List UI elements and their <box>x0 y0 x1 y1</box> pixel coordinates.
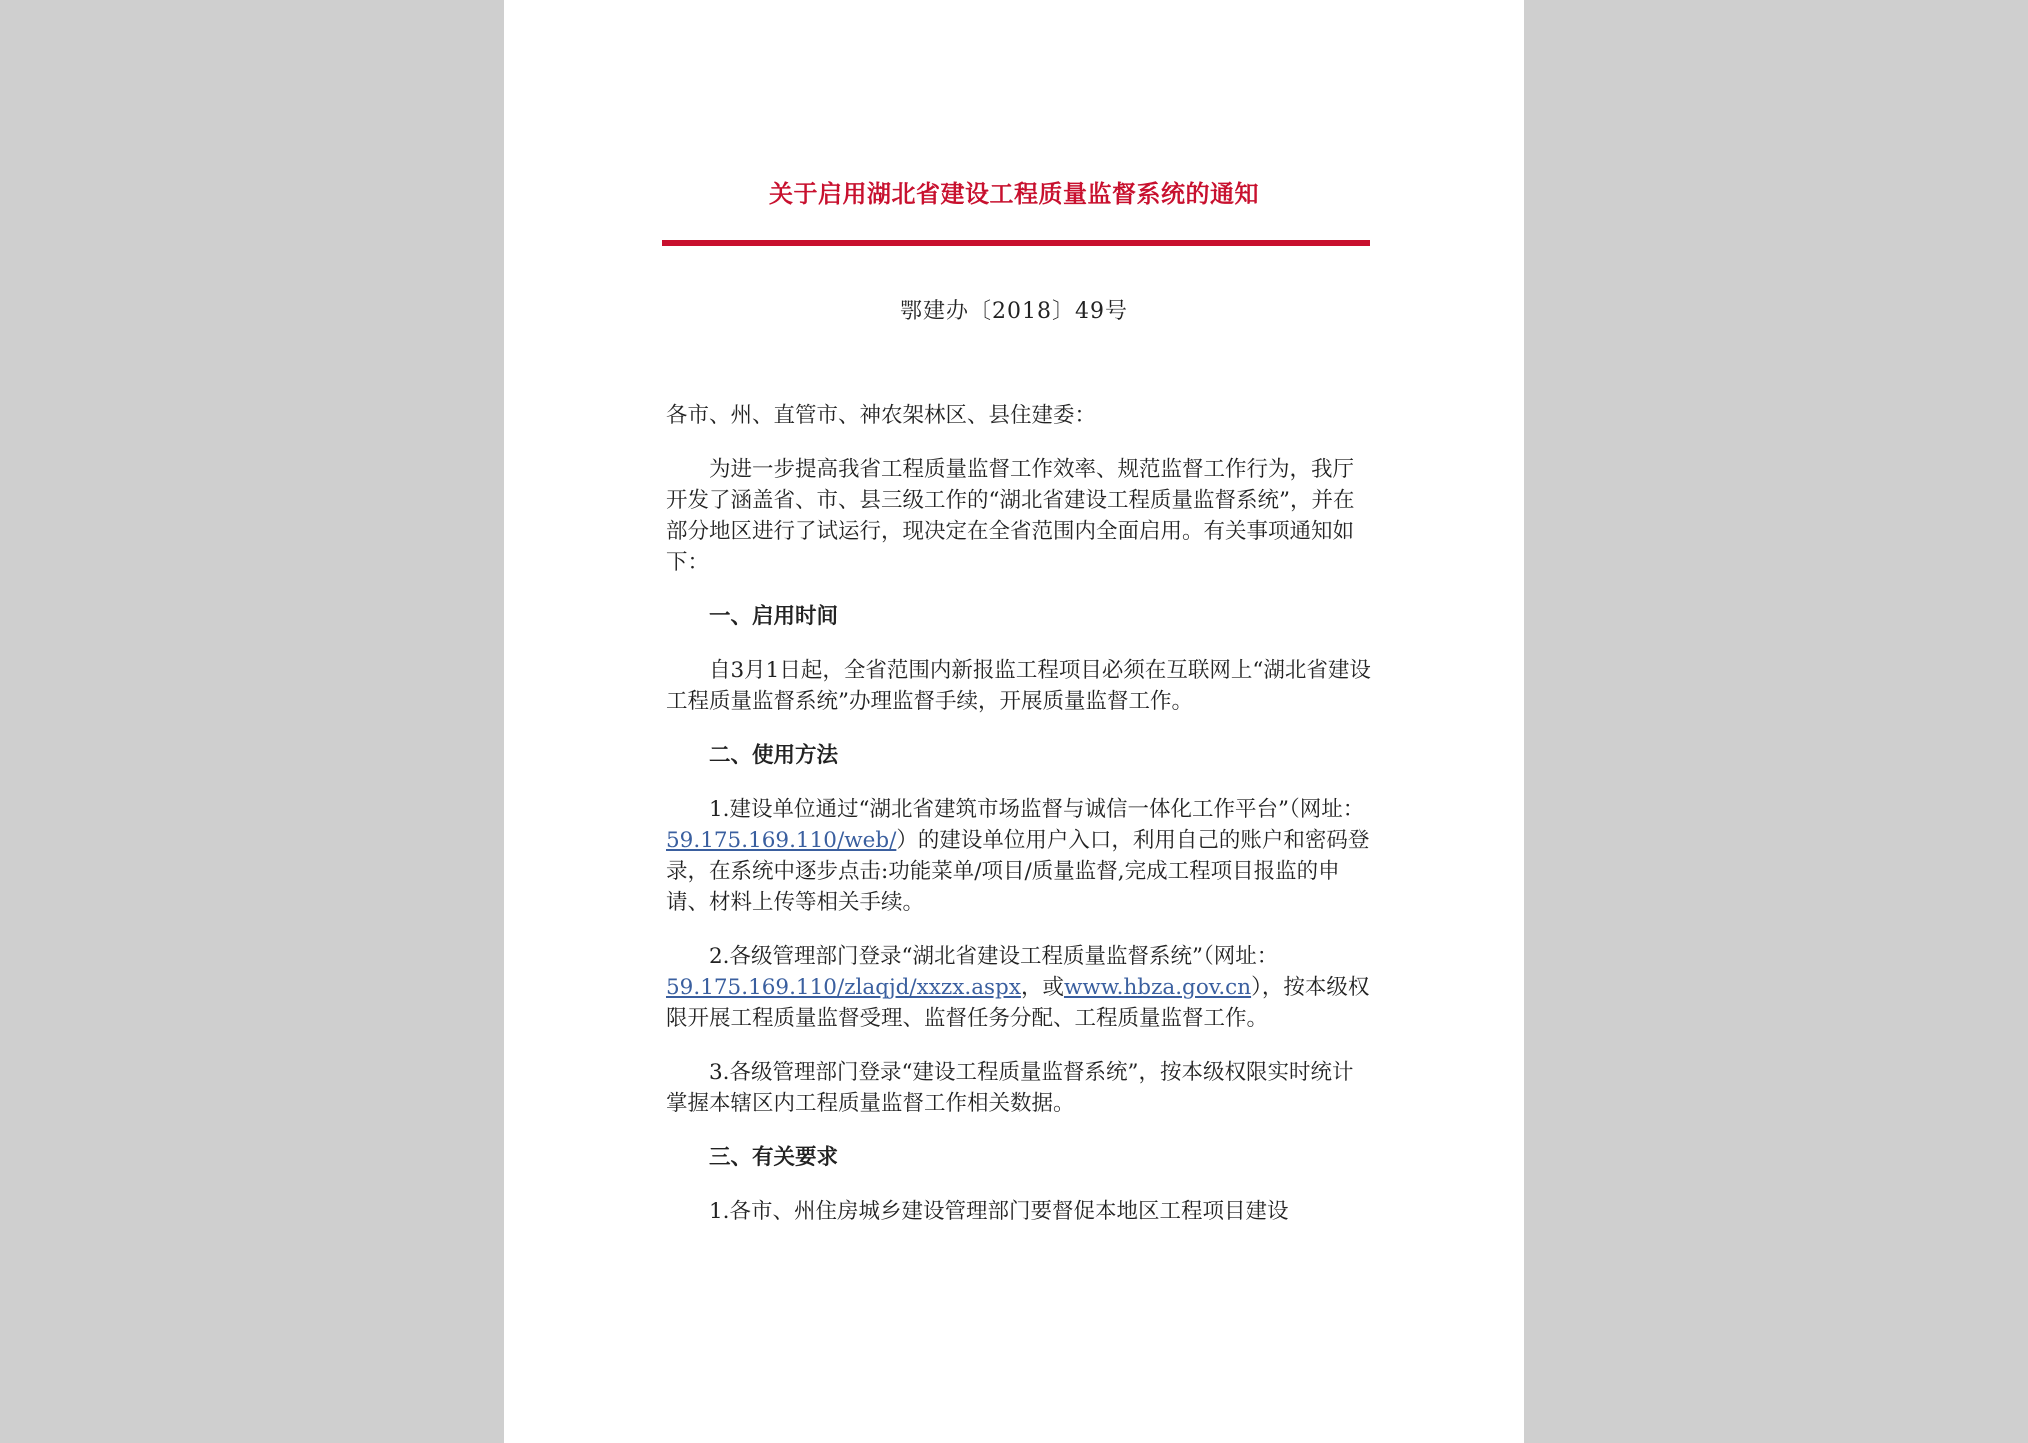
section1-text: 自3月1日起，全省范围内新报监工程项目必须在互联网上“湖北省建设工程质量监督系统”办理监督手续，开展质量监督工作。 <box>666 658 1371 714</box>
section3-heading: 三、有关要求 <box>709 1145 839 1170</box>
section2-heading: 二、使用方法 <box>709 743 839 768</box>
section2-item1-before: 1.建设单位通过“湖北省建筑市场监督与诚信一体化工作平台”（网址： <box>709 797 1365 822</box>
section2-item2-before: 2.各级管理部门登录“湖北省建设工程质量监督系统”（网址： <box>709 944 1279 969</box>
document-number: 鄂建办〔2018〕49号 <box>900 299 1128 324</box>
red-header-rule <box>662 240 1370 246</box>
section2-item1 <box>666 794 1372 918</box>
document-body <box>666 400 1372 1250</box>
document-page <box>504 0 1524 1443</box>
web-platform-link[interactable]: 59.175.169.110/web/ <box>666 828 897 853</box>
intro-paragraph: 为进一步提高我省工程质量监督工作效率、规范监督工作行为，我厅开发了涵盖省、市、县三级工作的“湖北省建设工程质量监督系统”，并在部分地区进行了试运行，现决定在全省范围内全面启用。有关事项通知如下： <box>666 457 1355 575</box>
section2-item2 <box>666 941 1372 1034</box>
section2-item1-after: ）的建设单位用户入口，利用自己的账户和密码登录，在系统中逐步点击:功能菜单/项目/质量监督,完成工程项目报监的申请、材料上传等相关手续。 <box>666 828 1370 915</box>
hbza-site-link[interactable]: www.hbza.gov.cn <box>1063 975 1252 1000</box>
document-title: 关于启用湖北省建设工程质量监督系统的通知 <box>769 179 1259 208</box>
salutation: 各市、州、直管市、神农架林区、县住建委： <box>666 403 1097 428</box>
section2-item2-middle: ，或 <box>1020 975 1064 1000</box>
section3-item1: 1.各市、州住房城乡建设管理部门要督促本地区工程项目建设 <box>709 1199 1289 1224</box>
section2-item2-after: ），按本级权限开展工程质量监督受理、监督任务分配、工程质量监督工作。 <box>666 975 1370 1031</box>
section1-heading: 一、启用时间 <box>709 604 839 629</box>
section2-item3: 3.各级管理部门登录“建设工程质量监督系统”，按本级权限实时统计掌握本辖区内工程质量监督工作相关数据。 <box>666 1060 1354 1116</box>
supervision-system-link[interactable]: 59.175.169.110/zlaqjd/xxzx.aspx <box>666 975 1021 1000</box>
